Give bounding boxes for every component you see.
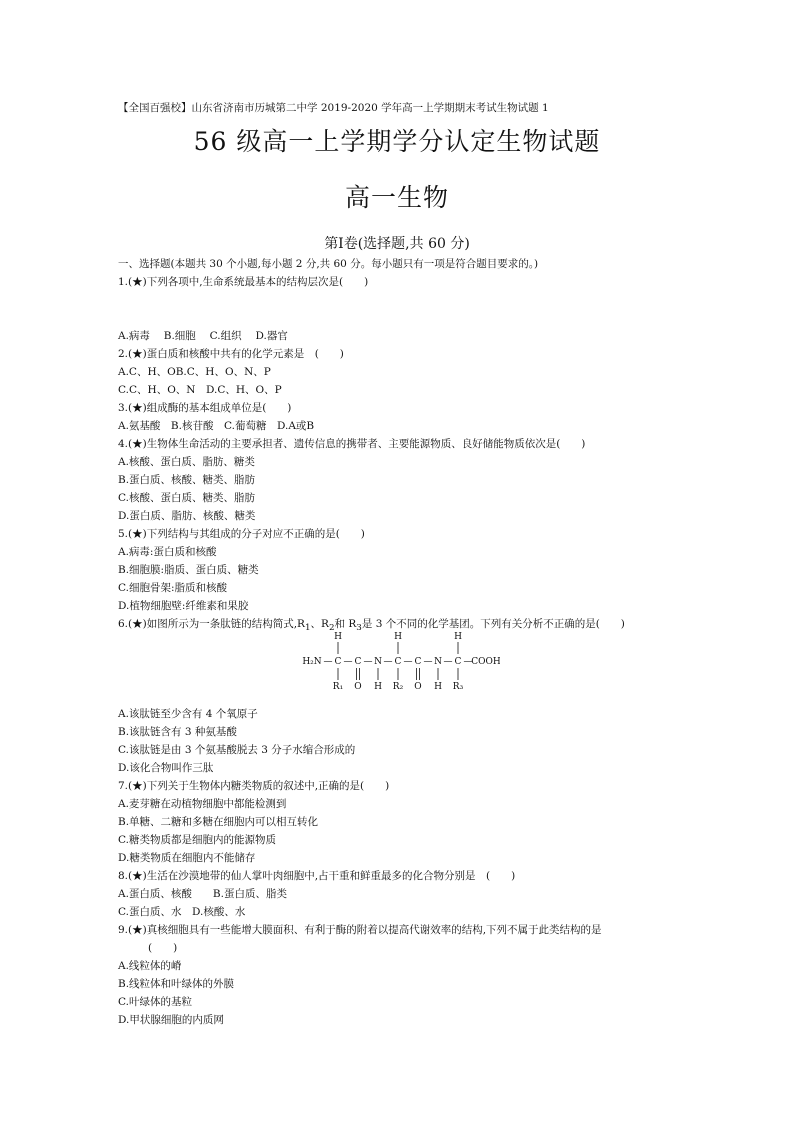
q8-stem: 8.(★)生活在沙漠地带的仙人掌叶肉细胞中,占干重和鲜重最多的化合物分别是 ( ): [118, 870, 516, 882]
q8-options-ab: A.蛋白质、核酸 B.蛋白质、脂类: [118, 888, 287, 900]
bond-1: —: [323, 657, 333, 667]
q7-option-c: C.糖类物质都是细胞内的能源物质: [118, 834, 276, 846]
section-instructions: 一、选择题(本题共 30 个小题,每小题 2 分,共 60 分。每小题只有一项是符合题目要求的。): [118, 258, 539, 270]
q7-stem: 7.(★)下列关于生物体内糖类物质的叙述中,正确的是( ): [118, 780, 390, 792]
alpha-carbon-2: C: [394, 657, 402, 667]
peptide-nitrogen-2: N: [434, 657, 442, 667]
carbonyl-carbon-2: C: [414, 657, 422, 667]
q3-options: A.氨基酸 B.核苷酸 C.葡萄糖 D.A或B: [118, 420, 315, 432]
q4-option-d: D.蛋白质、脂肪、核酸、糖类: [118, 510, 256, 522]
q9-option-c: C.叶绿体的基粒: [118, 996, 192, 1008]
q6-stem-part2: 是 3 个不同的化学基团。下列有关分析不正确的是( ): [361, 618, 625, 630]
alpha-carbon-1: C: [334, 657, 342, 667]
q4-stem: 4.(★)生物体生命活动的主要承担者、遗传信息的携带者、主要能源物质、良好储能物质依次是( ): [118, 438, 586, 450]
q6-option-c: C.该肽链是由 3 个氨基酸脱去 3 分子水缩合形成的: [118, 744, 356, 756]
side-chain-r1: R₁: [332, 682, 344, 692]
exam-title: 56 级高一上学期学分认定生物试题: [193, 127, 601, 156]
amino-terminus: H₂N: [302, 657, 322, 667]
bond-6: —: [423, 657, 433, 667]
carboxyl-terminus: COOH: [471, 657, 500, 667]
side-chain-r2: R₂: [392, 682, 404, 692]
q5-option-a: A.病毒:蛋白质和核酸: [118, 546, 217, 558]
q8-options-cd: C.蛋白质、水 D.核酸、水: [118, 906, 246, 918]
bond-4: —: [383, 657, 393, 667]
peptide-nitrogen-1: N: [374, 657, 382, 667]
q1-options: A.病毒 B.细胞 C.组织 D.器官: [118, 330, 288, 342]
q1-stem: 1.(★)下列各项中,生命系统最基本的结构层次是( ): [118, 276, 369, 288]
subject-title: 高一生物: [344, 183, 449, 212]
q4-option-a: A.核酸、蛋白质、脂肪、糖类: [118, 456, 255, 468]
q5-option-b: B.细胞膜:脂质、蛋白质、糖类: [118, 564, 259, 576]
oxygen-2: O: [414, 682, 422, 692]
q4-option-c: C.核酸、蛋白质、糖类、脂肪: [118, 492, 255, 504]
q5-option-d: D.植物细胞壁:纤维素和果胶: [118, 600, 249, 612]
q3-stem: 3.(★)组成酶的基本组成单位是( ): [118, 402, 292, 414]
q7-option-b: B.单糖、二糖和多糖在细胞内可以相互转化: [118, 816, 319, 828]
q6-sub-1: 1: [304, 623, 311, 634]
q6-sep-1: 、R: [310, 618, 329, 630]
side-chain-r3: R₃: [452, 682, 464, 692]
q9-option-d: D.甲状腺细胞的内质网: [118, 1014, 224, 1026]
peptide-structure-svg: [300, 631, 500, 693]
q6-option-a: A.该肽链至少含有 4 个氧原子: [118, 708, 258, 720]
bond-7: —: [443, 657, 453, 667]
q2-options-ab: A.C、H、OB.C、H、O、N、P: [118, 366, 271, 378]
peptide-structure-diagram: [300, 631, 500, 693]
carbonyl-carbon-1: C: [354, 657, 362, 667]
oxygen-1: O: [354, 682, 362, 692]
q7-option-a: A.麦芽糖在动植物细胞中都能检测到: [118, 798, 287, 810]
q5-option-c: C.细胞骨架:脂质和核酸: [118, 582, 228, 594]
q6-stem-part1: 6.(★)如图所示为一条肽链的结构简式,R: [118, 618, 305, 630]
bond-2: —: [343, 657, 353, 667]
q6-option-b: B.该肽链含有 3 种氨基酸: [118, 726, 237, 738]
hydrogen-amide-2: H: [434, 682, 442, 692]
bond-3: —: [363, 657, 373, 667]
q6-sub-3: 3: [356, 623, 362, 634]
q9-option-b: B.线粒体和叶绿体的外膜: [118, 978, 235, 990]
q2-options-cd: C.C、H、O、N D.C、H、O、P: [118, 384, 282, 396]
q9-option-a: A.线粒体的嵴: [118, 960, 182, 972]
hydrogen-top-3: H: [454, 632, 462, 642]
alpha-carbon-3: C: [454, 657, 462, 667]
q6-option-d: D.该化合物叫作三肽: [118, 762, 214, 774]
hydrogen-amide-1: H: [374, 682, 382, 692]
q6-sub-2: 2: [328, 623, 335, 634]
q4-option-b: B.蛋白质、核酸、糖类、脂肪: [118, 474, 256, 486]
q9-stem: 9.(★)真核细胞具有一些能增大膜面积、有利于酶的附着以提高代谢效率的结构,下列不属于此类结构的是: [118, 924, 602, 936]
q7-option-d: D.糖类物质在细胞内不能储存: [118, 852, 256, 864]
q6-sep-2: 和 R: [334, 618, 357, 630]
q5-stem: 5.(★)下列结构与其组成的分子对应不正确的是( ): [118, 528, 365, 540]
hydrogen-top-1: H: [334, 632, 342, 642]
bond-8: —: [463, 657, 473, 667]
q2-stem: 2.(★)蛋白质和核酸中共有的化学元素是 ( ): [118, 348, 344, 360]
q9-stem-continued: ( ): [148, 942, 178, 954]
bond-5: —: [403, 657, 413, 667]
section-heading: 第Ⅰ卷(选择题,共 60 分): [324, 236, 470, 252]
hydrogen-top-2: H: [394, 632, 402, 642]
source-header: 【全国百强校】山东省济南市历城第二中学 2019-2020 学年高一上学期期末考试生物试题 1: [118, 102, 549, 114]
